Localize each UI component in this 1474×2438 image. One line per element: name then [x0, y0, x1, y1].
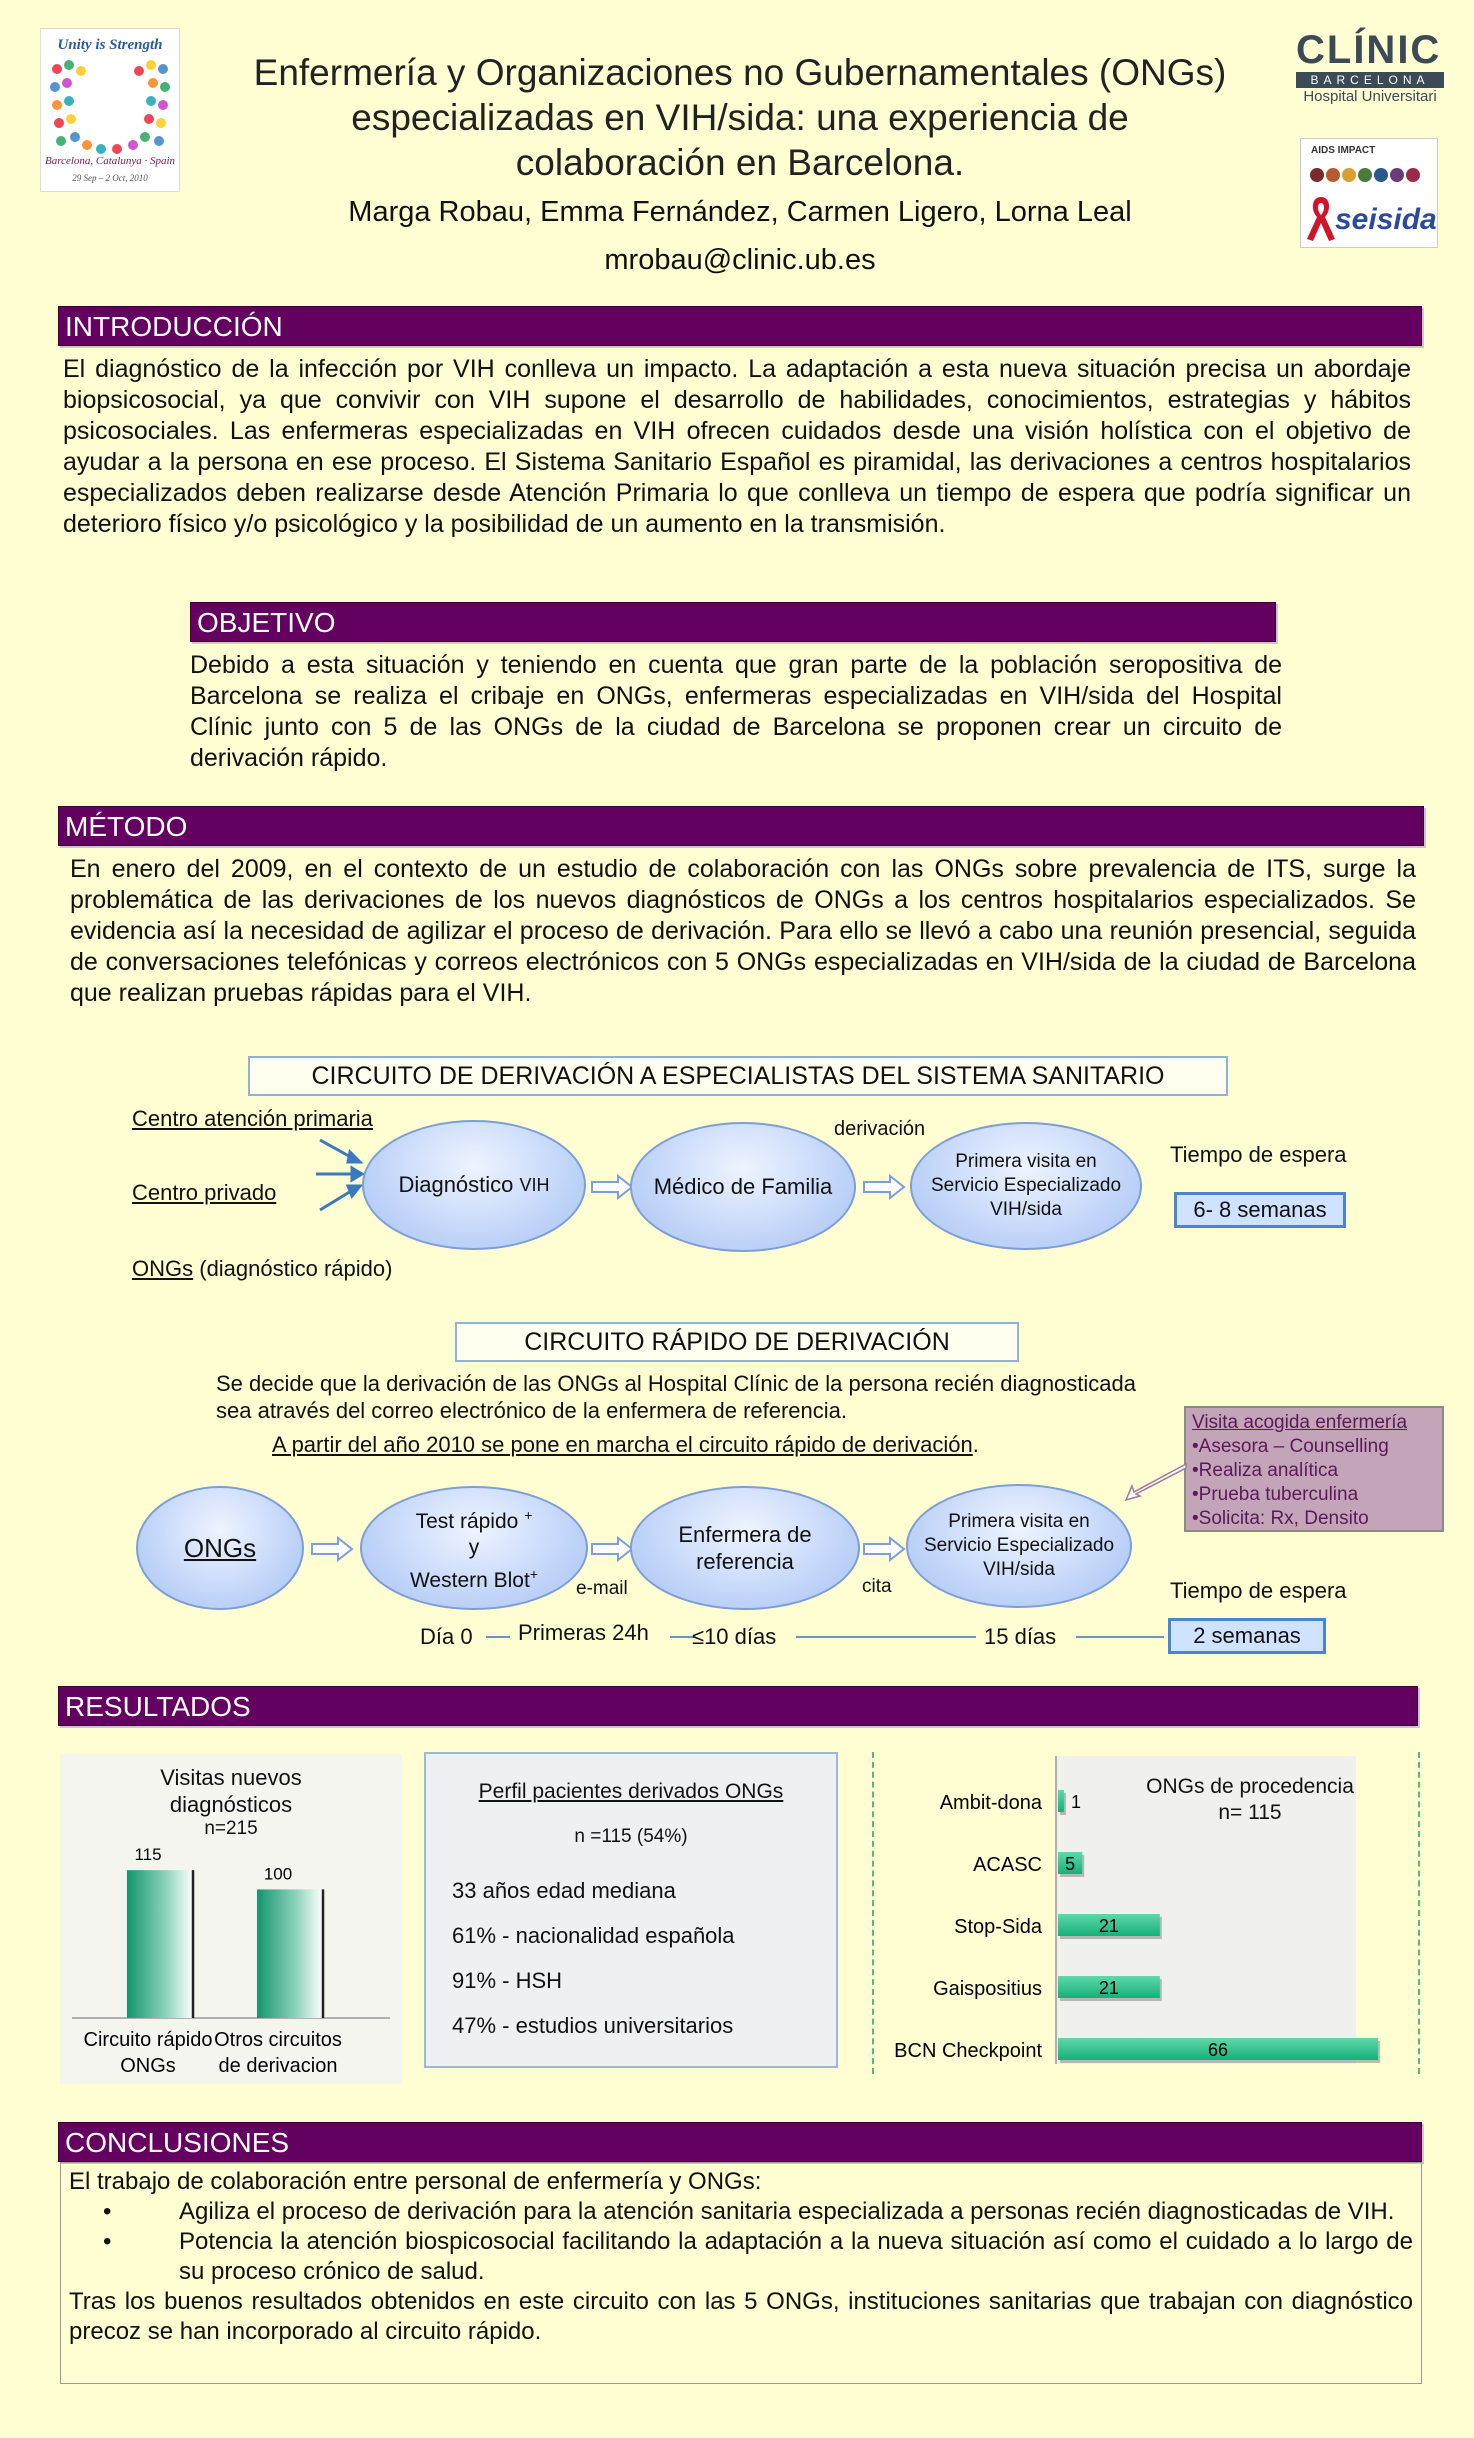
node-diagnostico	[362, 1120, 586, 1250]
intro-text: El diagnóstico de la infección por VIH conlleva un impacto. La adaptación a esta nueva situación precisa un abordaje biopsicosocial, ya que convivir con VIH supone el desarrollo de habilidades, conocimientos, estrategias y hábitos psicosociales. Las enfermeras especializadas en VIH ofrecen cuidados desde una visión holística con el objetivo de ayudar a la persona en ese proceso. El Sistema Sanitario Español es piramidal, las derivaciones a centros hospitalarios especializados deben realizarse desde Atención Primaria lo que conlleva un tiempo de espera que podría significar un deterioro físico y/o psicológico y la posibilidad de un aumento en la transmisión.	[63, 355, 1411, 538]
ongs-category-label: ACASC	[973, 1854, 1042, 1876]
perfil-item: 47% - estudios universitarios	[452, 2013, 734, 2038]
conclusiones-outro: Tras los buenos resultados obtenidos en este circuito con las 5 ONGs, instituciones sanitarias que trabajan con diagnóstico precoz se han incorporado al circuito rápido.	[69, 2288, 1413, 2345]
ongs-bar-value: 21	[1098, 1978, 1119, 1998]
ongs-category-label: Ambit-dona	[939, 1792, 1042, 1814]
source-ongs-label: ONGs	[132, 1256, 194, 1281]
node-medico: Médico de Familia	[630, 1122, 856, 1252]
visits-bar	[257, 1889, 323, 2018]
perfil-item: 61% - nacionalidad española	[452, 1923, 735, 1948]
node-diagnostico-small: VIH	[519, 1174, 550, 1195]
wait-label-1: Tiempo de espera	[1170, 1142, 1347, 1167]
email-label: e-mail	[576, 1578, 628, 1599]
visits-title-line: Visitas nuevos	[160, 1765, 302, 1790]
seisida-logo	[1300, 138, 1438, 248]
bullet-dot: •	[103, 2228, 112, 2255]
ongs-category-label: Gaispositius	[933, 1978, 1042, 2000]
ongs-bar	[1058, 1790, 1064, 1812]
seisida-logo-top: AIDS IMPACT	[1311, 145, 1376, 156]
conclusiones-heading: CONCLUSIONES	[58, 2122, 1422, 2162]
source-ongs	[132, 1256, 392, 1282]
node-test-rapido	[360, 1486, 588, 1610]
arrow-icon	[862, 1536, 906, 1562]
node-ongs	[136, 1486, 304, 1610]
ongs-title-line: n= 115	[1218, 1801, 1282, 1824]
node-diagnostico-label: Diagnóstico	[398, 1172, 514, 1197]
visits-category-label: Otros circuitos	[214, 2029, 342, 2051]
visits-bar-value: 115	[134, 1845, 162, 1865]
visita-acogida-title: Visita acogida enfermería	[1192, 1412, 1408, 1433]
ongs-bar-value: 21	[1098, 1916, 1119, 1936]
objetivo-heading: OBJETIVO	[190, 602, 1276, 642]
title-line-1: Enfermería y Organizaciones no Gubernamentales (ONGs)	[253, 52, 1227, 93]
arrow-icon	[862, 1174, 906, 1200]
visita-acogida-item: •Prueba tuberculina	[1192, 1484, 1359, 1505]
conclusiones-box	[60, 2162, 1422, 2384]
timeline-15dias: 15 días	[984, 1624, 1057, 1649]
visita-acogida-item: •Asesora – Counselling	[1192, 1436, 1389, 1457]
source-arrows	[310, 1120, 370, 1230]
metodo-text: En enero del 2009, en el contexto de un estudio de colaboración con las ONGs sobre prevalencia de ITS, surge la problemática de las derivaciones de los nuevos diagnósticos de ONGs a los centros hospitalarios especializados. Se evidencia así la necesidad de agilizar el proceso de derivación. Para ello se llevó a cabo una reunión presencial, seguida de conversaciones telefónicas y correos electrónicos con 5 ONGs especializadas en VIH/sida de la ciudad de Barcelona que realizan pruebas rápidas para el VIH.	[70, 855, 1416, 1007]
visita-acogida-item: •Realiza analítica	[1192, 1460, 1339, 1481]
ongs-category-label: Stop-Sida	[954, 1916, 1042, 1938]
bullet-text: Potencia la atención biospicosocial facilitando la adaptación a la nueva situación así como el cuidado a lo largo de su proceso crónico de salud.	[179, 2228, 1413, 2285]
logo-slogan: Unity is Strength	[57, 37, 163, 53]
intro-heading: INTRODUCCIÓN	[58, 306, 1422, 346]
logo-dots-graphic	[47, 57, 173, 157]
circuit1-title: CIRCUITO DE DERIVACIÓN A ESPECIALISTAS DEL SISTEMA SANITARIO	[248, 1056, 1228, 1096]
timeline-dia0: Día 0	[420, 1624, 473, 1649]
seisida-logo-name: seisida	[1335, 203, 1437, 236]
perfil-item: 91% - HSH	[452, 1968, 563, 1993]
visits-chart	[60, 1754, 402, 2084]
visits-category-label: de derivacion	[218, 2055, 338, 2077]
source-ongs-rest: (diagnóstico rápido)	[193, 1256, 393, 1281]
perfil-item: 33 años edad mediana	[452, 1878, 676, 1903]
ongs-category-label: BCN Checkpoint	[894, 2040, 1042, 2062]
ongs-chart-panel	[872, 1752, 1420, 2074]
wait-value-1: 6- 8 semanas	[1174, 1192, 1346, 1228]
contact-email: mrobau@clinic.ub.es	[604, 244, 876, 276]
seisida-dots-graphic	[1307, 161, 1431, 191]
visits-n: n=215	[204, 1818, 258, 1839]
poster-title	[180, 50, 1300, 185]
node-enfermera: Enfermera de referencia	[630, 1486, 860, 1610]
circuit2-title: CIRCUITO RÁPIDO DE DERIVACIÓN	[455, 1322, 1019, 1362]
plus-sign: +	[524, 1507, 533, 1523]
node-visita-1: Primera visita en Servicio Especializado VIH/sida	[910, 1122, 1142, 1250]
circuit2-desc: Se decide que la derivación de las ONGs al Hospital Clínic de la persona recién diagnosticada sea através del correo electrónico de la enfermera de referencia.	[216, 1371, 1136, 1423]
node-visita-2: Primera visita en Servicio Especializado VIH/sida	[906, 1484, 1132, 1608]
visita-acogida-item: •Solicita: Rx, Densito	[1192, 1508, 1369, 1529]
logo-dates: 29 Sep – 2 Oct, 2010	[72, 173, 148, 183]
perfil-box	[424, 1752, 838, 2068]
ongs-bar-value: 5	[1065, 1854, 1076, 1874]
visits-chart-panel	[60, 1754, 402, 2084]
ongs-bar-value: 66	[1208, 2040, 1229, 2060]
derivacion-label: derivación	[834, 1118, 926, 1140]
wait-label-2: Tiempo de espera	[1170, 1578, 1347, 1603]
authors: Marga Robau, Emma Fernández, Carmen Ligero, Lorna Leal	[348, 196, 1132, 228]
timeline-24h: Primeras 24h	[518, 1620, 649, 1645]
source-privado: Centro privado	[132, 1180, 277, 1205]
timeline-10dias: ≤10 días	[692, 1624, 777, 1649]
circuit2-since-end: .	[972, 1432, 979, 1457]
objetivo-text: Debido a esta situación y teniendo en cuenta que gran parte de la población seropositiva de Barcelona se realiza el cribaje en ONGs, enfermeras especializadas en VIH/sida del Hospital Clínic junto con 5 de las ONGs de la ciudad de Barcelona se proponen crear un circuito de derivación rápido.	[190, 651, 1282, 772]
circuit2-since-text: A partir del año 2010 se pone en marcha el circuito rápido de derivación	[272, 1432, 973, 1457]
bullet-dot: •	[103, 2198, 112, 2225]
conclusiones-bullet	[69, 2197, 1413, 2227]
arrow-icon	[590, 1536, 634, 1562]
perfil-title: Perfil pacientes derivados ONGs	[478, 1780, 784, 1803]
connector-arrow-icon	[1124, 1462, 1188, 1502]
test-line-1: Test rápido	[415, 1510, 519, 1533]
bullet-text: Agiliza el proceso de derivación para la atención sanitaria especializada a personas recién diagnosticadas de VIH.	[179, 2198, 1395, 2225]
arrow-icon	[310, 1536, 354, 1562]
test-line-2: y	[468, 1536, 480, 1559]
visits-bar	[127, 1870, 193, 2018]
test-line-3: Western Blot	[409, 1569, 530, 1592]
wait-value-2: 2 semanas	[1168, 1618, 1326, 1654]
ongs-title-line: ONGs de procedencia	[1146, 1775, 1354, 1798]
visits-bar-value: 100	[263, 1864, 293, 1884]
metodo-heading: MÉTODO	[58, 806, 1424, 846]
perfil-list	[452, 1868, 735, 2048]
ongs-chart	[874, 1752, 1418, 2074]
perfil-n: n =115 (54%)	[574, 1826, 688, 1847]
visits-category-label: Circuito rápido	[83, 2029, 213, 2051]
title-line-2: especializadas en VIH/sida: una experiencia de	[351, 97, 1129, 138]
logo-city: Barcelona, Catalunya · Spain	[44, 155, 176, 167]
visits-category-label: ONGs	[120, 2055, 176, 2077]
clinic-logo-sub: Hospital Universitari	[1303, 88, 1437, 105]
visita-acogida-box	[1184, 1406, 1444, 1532]
source-primaria: Centro atención primaria	[132, 1106, 373, 1131]
red-ribbon-icon	[1303, 193, 1339, 243]
conference-logo	[40, 28, 180, 192]
cita-label: cita	[862, 1576, 892, 1597]
clinic-logo-city: BARCELONA	[1296, 72, 1444, 88]
title-line-3: colaboración en Barcelona.	[515, 142, 965, 183]
node-ongs-label: ONGs	[183, 1532, 257, 1563]
resultados-heading: RESULTADOS	[58, 1686, 1418, 1726]
visits-title-line: diagnósticos	[169, 1792, 293, 1817]
clinic-logo	[1296, 28, 1444, 108]
clinic-logo-name: CLÍNIC	[1296, 28, 1442, 72]
conclusiones-bullet	[69, 2227, 1413, 2287]
plus-sign: +	[529, 1566, 538, 1582]
conclusiones-intro: El trabajo de colaboración entre personal de enfermería y ONGs:	[69, 2168, 762, 2195]
ongs-bar-value: 1	[1070, 1792, 1082, 1812]
arrow-icon	[590, 1174, 634, 1200]
circuit2-since	[272, 1432, 979, 1458]
